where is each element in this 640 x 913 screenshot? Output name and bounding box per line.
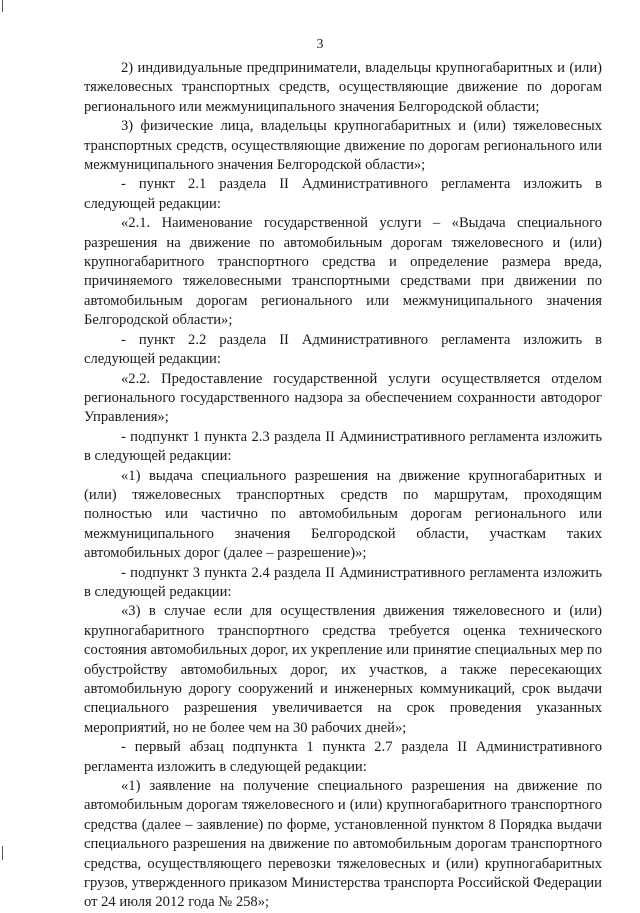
paragraph: 2) индивидуальные предприниматели, владельцы крупногабаритных и (или) тяжеловесных транспортных средств, осуществляющие движение по дорогам регионального или межмуниципального значения Белгородской области; <box>84 60 602 115</box>
paragraph: - пункт 2.2 раздела II Административного регламента изложить в следующей редакции: <box>84 331 602 368</box>
paragraph: «1) заявление на получение специального разрешения на движение по автомобильным дорогам тяжеловесного и (или) крупногабаритного транспортного средства (далее – заявление) по форме, установленной пунктом 8 Порядка выдачи специального разрешения на движение по автомобильным дорогам транспортного средства, осуществляющего перевозки тяжеловесных и (или) крупногабаритных грузов, утвержденного приказом Министерства транспорта Российской Федерации от 24 июля 2012 года № 258»; <box>84 778 602 911</box>
paragraph: «2.1. Наименование государственной услуги – «Выдача специального разрешения на движение по автомобильным дорогам тяжеловесного и (или) крупногабаритного транспортного средства и определение размера вреда, причиняемого тяжеловесными транспортными средствами при движении по автомобильным дорогам регионального или межмуниципального значения Белгородской области»; <box>84 215 602 329</box>
document-body <box>84 59 602 913</box>
paragraph: - первый абзац подпункта 1 пункта 2.7 раздела II Административного регламента изложить в следующей редакции: <box>84 739 602 775</box>
paragraph: 3) физические лица, владельцы крупногабаритных и (или) тяжеловесных транспортных средств, осуществляющие движение по дорогам регионального или межмуниципального значения Белгородской области»; <box>84 118 602 174</box>
paragraph: - подпункт 1 пункта 2.3 раздела II Административного регламента изложить в следующей редакции: <box>84 428 602 465</box>
paragraph: - подпункт 3 пункта 2.4 раздела II Административного регламента изложить в следующей редакции: <box>84 564 602 600</box>
scan-edge-mark-top <box>2 0 3 12</box>
paragraph: «3) в случае если для осуществления движения тяжеловесного и (или) крупногабаритного транспортного средства требуется оценка технического состояния автомобильных дорог, их укрепление или принятие специальных мер по обустройству автомобильных дорог, их участков, а также пересекающих автомобильную дорогу сооружений и инженерных коммуникаций, срок выдачи специального разрешения увеличивается на срок проведения указанных мероприятий, но не более чем на 30 рабочих дней»; <box>84 603 602 736</box>
page-number: 3 <box>316 37 324 52</box>
paragraph: - пункт 2.1 раздела II Административного регламента изложить в следующей редакции: <box>84 176 602 212</box>
paragraph: «2.2. Предоставление государственной услуги осуществляется отделом регионального государственного надзора за обеспечением сохранности автодорог Управления»; <box>84 370 602 426</box>
paragraph: «1) выдача специального разрешения на движение крупногабаритных и (или) тяжеловесных транспортных средств по маршрутам, проходящим полностью или частично по автомобильным дорогам регионального или межмуниципального значения Белгородской области, участкам таких автомобильных дорог (далее – разрешение)»; <box>84 467 602 562</box>
scan-edge-mark-bottom <box>2 846 3 860</box>
